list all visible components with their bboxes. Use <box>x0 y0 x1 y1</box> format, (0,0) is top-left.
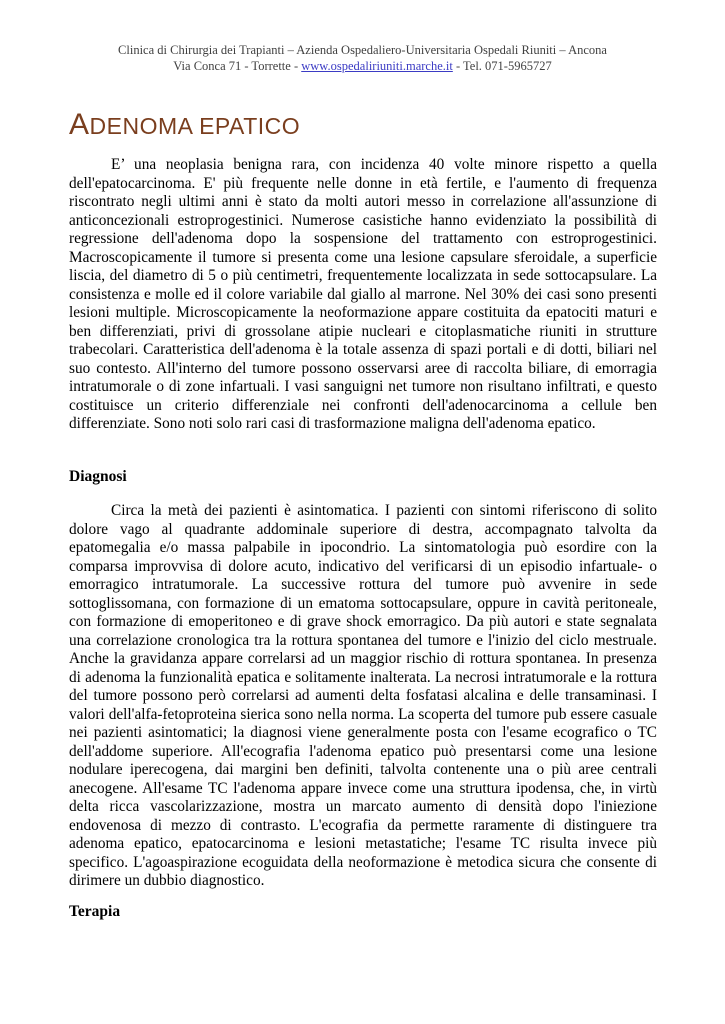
website-link[interactable]: www.ospedaliriuniti.marche.it <box>301 59 453 73</box>
header-institution-line: Clinica di Chirurgia dei Trapianti – Azienda Ospedaliero-Universitaria Ospedali Riuniti – Ancona <box>118 43 607 57</box>
header-contact-line <box>0 58 725 74</box>
header-phone: - Tel. 071-5965727 <box>452 59 552 73</box>
page-header <box>0 42 725 74</box>
section-heading-diagnosi: Diagnosi <box>69 468 127 485</box>
intro-section <box>69 156 657 434</box>
title-rest: DENOMA EPATICO <box>89 113 301 139</box>
intro-paragraph: E’ una neoplasia benigna rara, con incidenza 40 volte minore rispetto a quella dell'epatocarcinoma. E' più frequente nelle donne in età fertile, e l'aumento di frequenza riscontrato negli ultimi anni è stato da molti autori messo in correlazione all'assunzione di anticoncezionali estroprogestinici. Numerose casistiche hanno evidenziato la possibilità di regressione dell'adenoma dopo la sospensione del trattamento con estroprogestinici. Macroscopicamente il tumore si presenta come una lesione capsulare sferoidale, a superficie liscia, del diametro di 5 o più centimetri, frequentemente localizzata in sede sottocapsulare. La consistenza e molle ed il colore variabile dal giallo al marrone. Nel 30% dei casi sono presenti lesioni multiple. Microscopicamente la neoformazione appare costituita da epatociti maturi e ben differenziati, privi di grossolane atipie nucleari e citoplasmatiche riuniti in strutture trabecolari. Caratteristica dell'adenoma è la totale assenza di spazi portali e di dotti, biliari nel suo contesto. All'interno del tumore possono osservarsi aree di raccolta biliare, di emorragia intratumorale o di zone infartuali. I vasi sanguigni net tumore non risultano infiltrati, e questo costituisce un criterio differenziale nei confronti dell'adenocarcinoma a cellule ben differenziate. Sono noti solo rari casi di trasformazione maligna dell'adenoma epatico. <box>69 156 657 432</box>
diagnosi-paragraph: Circa la metà dei pazienti è asintomatica. I pazienti con sintomi riferiscono di solito dolore vago al quadrante addominale superiore di destra, accompagnato talvolta da epatomegalia e/o massa palpabile in ipocondrio. La sintomatologia può esordire con la comparsa improvvisa di dolore acuto, indicativo del verificarsi di un episodio infartuale- o emorragico intratumorale. La successive rottura del tumore può avvenire in sede sottoglissomana, con formazione di un ematoma sottocapsulare, oppure in cavità peritoneale, con formazione di emoperitoneo e di grave shock emorragico. Da più autori e state segnalata una correlazione cronologica tra la rottura spontanea del tumore e l'inizio del ciclo mestruale. Anche la gravidanza appare correlarsi ad un maggior rischio di rottura spontanea. In presenza di adenoma la funzionalità epatica e solitamente inalterata. La necrosi intratumorale e la rottura del tumore possono però correlarsi ad aumenti delta fosfatasi alcalina e delle transaminasi. I valori dell'alfa-fetoproteina sierica sono nella norma. La scoperta del tumore pub essere casuale nei pazienti asintomatici; la diagnosi viene generalmente posta con l'esame ecografico o TC dell'addome superiore. All'ecografia l'adenoma epatico può presentarsi come una lesione nodulare iperecogena, dai margini ben definiti, talvolta contenente una o più aree centrali anecogene. All'esame TC l'adenoma appare invece come una struttura ipodensa, che, in virtù delta ricca vascolarizzazione, mostra un marcato aumento di densità dopo l'iniezione endovenosa di mezzo di contrasto. L'ecografia da permette raramente di distinguere tra adenoma epatico, epatocarcinoma e lesioni metastatiche; l'esame TC risulta invece più specifico. L'agoaspirazione ecoguidata della neoformazione è metodica sicura che consente di dirimere un dubbio diagnostico. <box>69 502 657 889</box>
section-heading-terapia: Terapia <box>69 903 121 920</box>
header-address: Via Conca 71 - Torrette - <box>173 59 302 73</box>
page-title <box>69 108 300 142</box>
diagnosi-section <box>69 502 657 891</box>
title-initial: A <box>69 108 90 141</box>
